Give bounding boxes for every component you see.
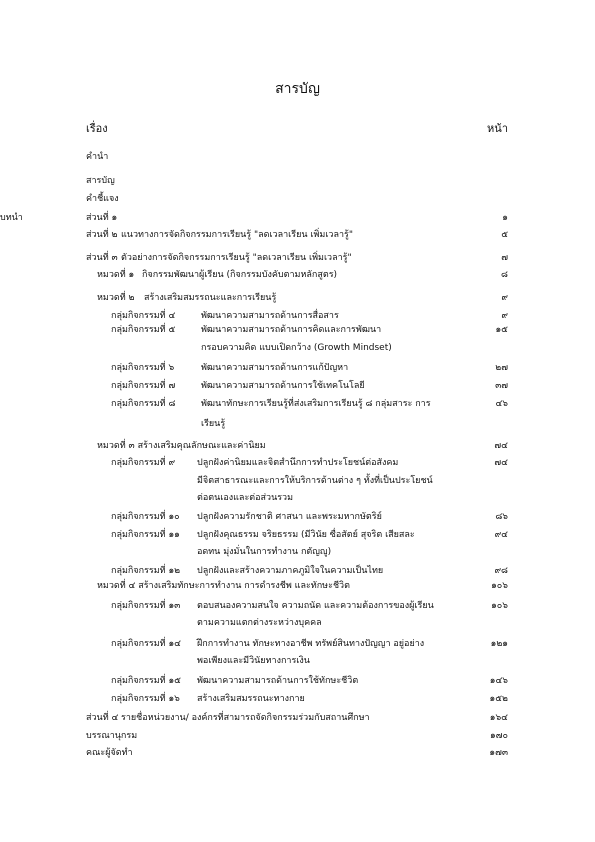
toc-entry-label: หมวดที่ ๓ สร้างเสริมคุณลักษณะและค่านิยม [97, 441, 266, 451]
toc-page-number: ๗๔ [494, 441, 508, 451]
toc-entry-title: พัฒนาความสามารถด้านการใช้ทักษะชีวิต [197, 676, 359, 686]
toc-page-number: ๙ [501, 311, 508, 321]
toc-page-number: ๒๗ [495, 363, 508, 373]
toc-entry-title: กรอบความคิด แบบเปิดกว้าง (Growth Mindset) [201, 343, 392, 353]
toc-entry-label: คำชี้แจง [86, 194, 119, 204]
toc-page-number: ๑๗๐ [490, 731, 508, 741]
toc-entry-label: กลุ่มกิจกรรมที่ ๔ [111, 311, 176, 321]
toc-entry-title: ปลูกฝังและสร้างความภาคภูมิใจในความเป็นไทย [197, 566, 384, 576]
toc-entry-title: แนวทางการจัดกิจกรรมการเรียนรู้ "ลดเวลาเรียน เพิ่มเวลารู้" [121, 230, 353, 240]
toc-entry-label: บรรณานุกรม [86, 731, 138, 741]
toc-page-number: ๑๖๔ [489, 713, 508, 723]
toc-entry-title: ตัวอย่างการจัดกิจกรรมการเรียนรู้ "ลดเวลาเรียน เพิ่มเวลารู้" [121, 253, 352, 263]
toc-entry-label: ส่วนที่ ๓ [86, 253, 118, 263]
toc-entry-label: กลุ่มกิจกรรมที่ ๑๑ [111, 530, 180, 540]
toc-page-number: ๑๐๖ [491, 601, 508, 611]
toc-entry-label: หมวดที่ ๑ [97, 270, 135, 280]
toc-entry-title: มีจิตสาธารณะและการให้บริการด้านต่าง ๆ ทั้งที่เป็นประโยชน์ [197, 476, 433, 486]
toc-entry-title: พัฒนาความสามารถด้านการแก้ปัญหา [201, 363, 349, 373]
toc-entry-label: กลุ่มกิจกรรมที่ ๙ [111, 458, 176, 468]
toc-page-number: ๗๔ [494, 458, 508, 468]
toc-entry-label: ส่วนที่ ๑ [86, 213, 118, 223]
toc-page-number: ๙๘ [494, 566, 508, 576]
toc-entry-label: กลุ่มกิจกรรมที่ ๕ [111, 325, 176, 335]
toc-entry-title: ต่อตนเองและต่อส่วนรวม [197, 493, 294, 503]
toc-entry-label: หมวดที่ ๔ สร้างเสริมทักษะการทำงาน การดำรงชีพ และทักษะชีวิต [97, 581, 350, 591]
toc-entry-title: พัฒนาความสามารถด้านการคิดและการพัฒนา [201, 325, 382, 335]
toc-entry-label: กลุ่มกิจกรรมที่ ๑๕ [111, 676, 181, 686]
toc-page-number: ๘ [501, 270, 508, 280]
column-header-topic: เรื่อง [86, 122, 108, 135]
toc-entry-label: กลุ่มกิจกรรมที่ ๑๔ [111, 639, 181, 649]
toc-entry-title: กิจกรรมพัฒนาผู้เรียน (กิจกรรมบังคับตามหลักสูตร) [142, 270, 338, 280]
toc-entry-title: ตามความแตกต่างระหว่างบุคคล [197, 618, 322, 628]
toc-entry-title: ปลูกฝังคุณธรรม จริยธรรม (มีวินัย ซื่อสัตย์ สุจริต เสียสละ [197, 530, 415, 540]
toc-entry-title: ปลูกฝังค่านิยมและจิตสำนึกการทำประโยชน์ต่อสังคม [197, 458, 399, 468]
toc-entry-title: รายชื่อหน่วยงาน/ องค์กรที่สามารถจัดกิจกรรมร่วมกับสถานศึกษา [121, 713, 370, 723]
toc-entry-label: กลุ่มกิจกรรมที่ ๖ [111, 363, 175, 373]
toc-page-number: ๗ [501, 253, 508, 263]
toc-entry-label: กลุ่มกิจกรรมที่ ๑๓ [111, 601, 181, 611]
toc-entry-title: ปลูกฝังความรักชาติ ศาสนา และพระมหากษัตริย์ [197, 512, 382, 522]
toc-entry-title: พัฒนาทักษะการเรียนรู้ที่ส่งเสริมการเรียนรู้ ๘ กลุ่มสาระ การ [201, 399, 431, 409]
toc-entry-title: บทนำ [0, 213, 23, 223]
toc-entry-label: กลุ่มกิจกรรมที่ ๑๒ [111, 566, 181, 576]
toc-page-number: ๑๔๖ [489, 676, 508, 686]
toc-entry-label: คณะผู้จัดทำ [86, 748, 133, 758]
toc-entry-title: พัฒนาความสามารถด้านการสื่อสาร [201, 311, 339, 321]
toc-entry-label: กลุ่มกิจกรรมที่ ๗ [111, 381, 176, 391]
toc-entry-label: กลุ่มกิจกรรมที่ ๘ [111, 399, 176, 409]
toc-entry-title: ตอบสนองความสนใจ ความถนัด และความต้องการของผู้เรียน [197, 601, 434, 611]
toc-page-number: ๙๔ [494, 530, 508, 540]
toc-page-number: ๘๖ [495, 512, 508, 522]
toc-entry-title: สร้างเสริมสมรรถนะและการเรียนรู้ [144, 293, 277, 303]
toc-entry-label: ส่วนที่ ๔ [86, 713, 119, 723]
toc-page-number: ๑๕ [495, 325, 508, 335]
toc-page-number: ๑๗๓ [489, 748, 508, 758]
toc-entry-label: คำนำ [86, 152, 109, 162]
toc-page-number: ๑๕๒ [489, 694, 508, 704]
toc-entry-label: หมวดที่ ๒ [97, 293, 135, 303]
toc-entry-label: สารบัญ [86, 176, 115, 186]
toc-page-number: ๙ [501, 293, 508, 303]
toc-entry-title: อดทน มุ่งมั่นในการทำงาน กตัญญู) [197, 547, 332, 557]
toc-page-number: ๑ [502, 213, 508, 223]
column-header-page: หน้า [487, 122, 508, 135]
toc-page-number: ๑๐๖ [491, 581, 508, 591]
toc-entry-label: กลุ่มกิจกรรมที่ ๑๐ [111, 512, 180, 522]
toc-page-number: ๕ [501, 230, 508, 240]
toc-entry-label: ส่วนที่ ๒ [86, 230, 118, 240]
toc-entry-title: ฝึกการทำงาน ทักษะทางอาชีพ ทรัพย์สินทางปัญญา อยู่อย่าง [197, 639, 425, 649]
page-title: สารบัญ [275, 81, 320, 97]
toc-entry-label: กลุ่มกิจกรรมที่ ๑๖ [111, 694, 180, 704]
toc-page-number: ๑๒๑ [490, 639, 508, 649]
toc-page-number: ๓๗ [495, 381, 508, 391]
toc-entry-title: เรียนรู้ [201, 419, 226, 429]
toc-entry-title: พัฒนาความสามารถด้านการใช้เทคโนโลยี [201, 381, 365, 391]
toc-page-number: ๔๖ [495, 399, 508, 409]
toc-entry-title: สร้างเสริมสมรรถนะทางกาย [197, 694, 305, 704]
toc-entry-title: พอเพียงและมีวินัยทางการเงิน [197, 656, 310, 666]
